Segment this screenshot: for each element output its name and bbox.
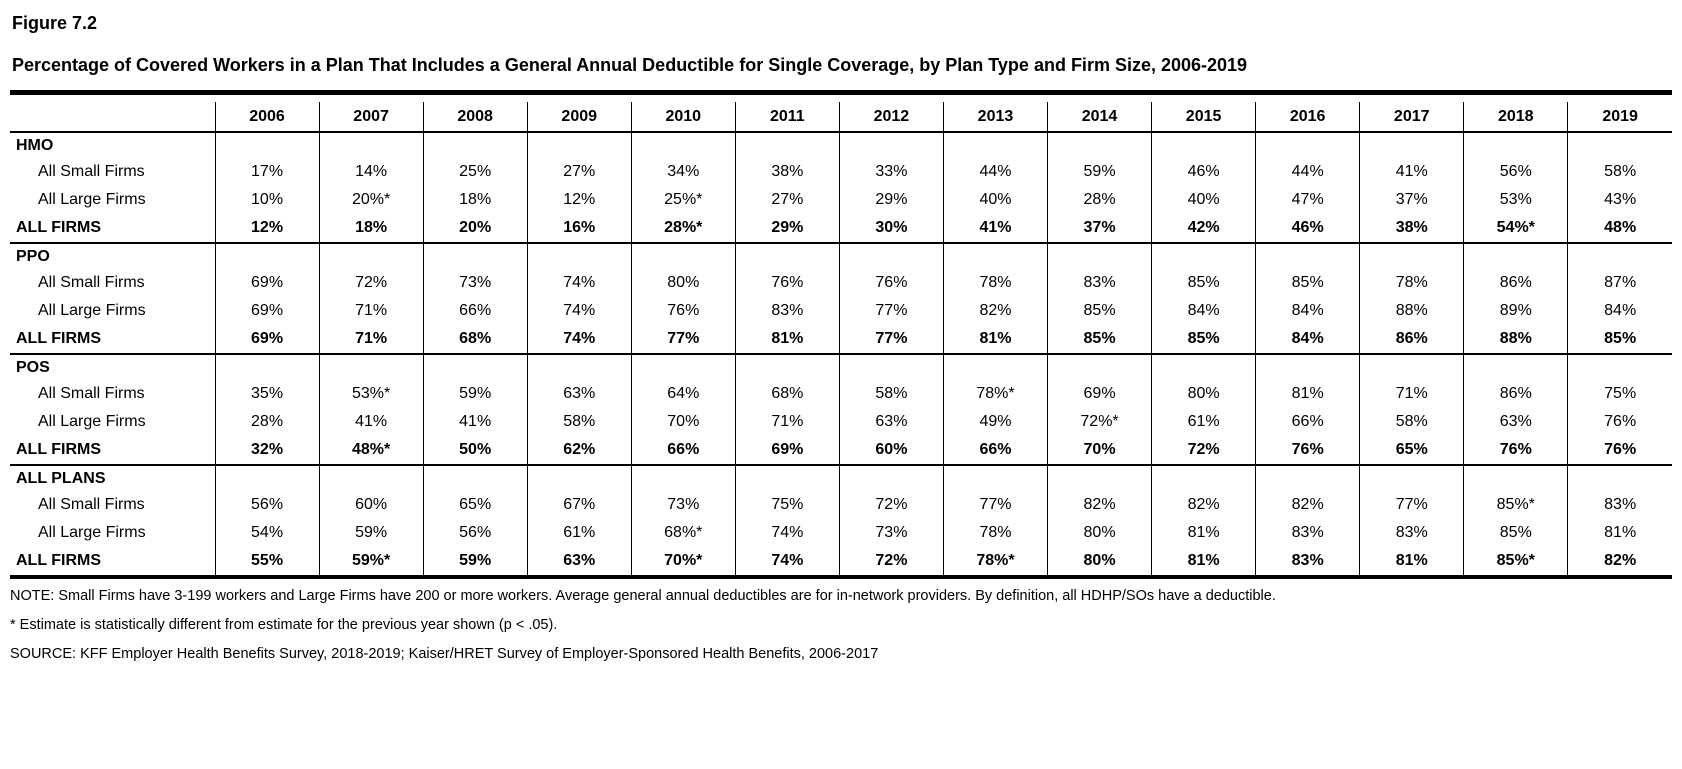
total-cell: 69%	[735, 436, 839, 465]
empty-cell	[215, 465, 319, 491]
total-row	[10, 325, 1672, 354]
total-cell: 84%	[1256, 325, 1360, 354]
total-cell: 81%	[735, 325, 839, 354]
total-cell: 65%	[1360, 436, 1464, 465]
data-cell: 72%	[839, 491, 943, 519]
section-label: HMO	[16, 136, 54, 154]
section-label: POS	[16, 358, 50, 376]
total-cell: 60%	[839, 436, 943, 465]
section-header-row	[10, 354, 1672, 380]
data-cell: 77%	[839, 297, 943, 325]
data-cell: 66%	[423, 297, 527, 325]
table-corner-header	[10, 102, 215, 132]
year-header: 2015	[1152, 102, 1256, 132]
empty-cell	[1256, 354, 1360, 380]
data-cell: 70%	[631, 408, 735, 436]
data-cell: 81%	[1152, 519, 1256, 547]
total-cell: 69%	[215, 325, 319, 354]
data-cell: 73%	[423, 269, 527, 297]
total-row	[10, 214, 1672, 243]
empty-cell	[839, 354, 943, 380]
data-cell: 41%	[319, 408, 423, 436]
empty-cell	[423, 243, 527, 269]
data-cell: 88%	[1360, 297, 1464, 325]
total-cell: 50%	[423, 436, 527, 465]
data-cell: 65%	[423, 491, 527, 519]
empty-cell	[839, 132, 943, 158]
data-cell: 77%	[1360, 491, 1464, 519]
empty-cell	[215, 354, 319, 380]
empty-cell	[943, 354, 1047, 380]
year-header: 2019	[1568, 102, 1672, 132]
total-cell: 37%	[1048, 214, 1152, 243]
data-cell: 75%	[735, 491, 839, 519]
total-cell: 76%	[1464, 436, 1568, 465]
data-cell: 74%	[527, 297, 631, 325]
data-cell: 28%	[215, 408, 319, 436]
data-cell: 10%	[215, 186, 319, 214]
section-header-row	[10, 132, 1672, 158]
total-cell: 76%	[1568, 436, 1672, 465]
data-cell: 61%	[527, 519, 631, 547]
total-label: ALL FIRMS	[10, 325, 215, 354]
data-cell: 59%	[319, 519, 423, 547]
total-label: ALL FIRMS	[10, 214, 215, 243]
empty-cell	[1152, 354, 1256, 380]
table-body	[10, 132, 1672, 577]
row-label: All Large Firms	[38, 191, 146, 208]
data-cell: 72%	[319, 269, 423, 297]
section-header-row	[10, 243, 1672, 269]
table-row	[10, 269, 1672, 297]
data-cell: 35%	[215, 380, 319, 408]
data-cell: 84%	[1152, 297, 1256, 325]
empty-cell	[1256, 132, 1360, 158]
data-cell: 29%	[839, 186, 943, 214]
data-cell: 25%	[423, 158, 527, 186]
data-cell: 60%	[319, 491, 423, 519]
empty-cell	[1256, 465, 1360, 491]
data-cell: 77%	[943, 491, 1047, 519]
total-cell: 70%	[1048, 436, 1152, 465]
data-cell: 41%	[423, 408, 527, 436]
data-cell: 76%	[735, 269, 839, 297]
data-cell: 81%	[1568, 519, 1672, 547]
empty-cell	[527, 243, 631, 269]
total-cell: 66%	[943, 436, 1047, 465]
data-cell: 84%	[1256, 297, 1360, 325]
empty-cell	[527, 132, 631, 158]
empty-cell	[1568, 132, 1672, 158]
total-cell: 41%	[943, 214, 1047, 243]
data-cell: 83%	[1568, 491, 1672, 519]
total-cell: 74%	[735, 547, 839, 577]
data-cell: 56%	[215, 491, 319, 519]
data-cell: 28%	[1048, 186, 1152, 214]
empty-cell	[319, 132, 423, 158]
empty-cell	[1568, 465, 1672, 491]
data-cell: 83%	[1048, 269, 1152, 297]
total-cell: 12%	[215, 214, 319, 243]
empty-cell	[1152, 465, 1256, 491]
data-cell: 17%	[215, 158, 319, 186]
empty-cell	[1464, 243, 1568, 269]
data-cell: 43%	[1568, 186, 1672, 214]
data-cell: 41%	[1360, 158, 1464, 186]
empty-cell	[631, 354, 735, 380]
data-cell: 86%	[1464, 380, 1568, 408]
total-cell: 88%	[1464, 325, 1568, 354]
total-cell: 42%	[1152, 214, 1256, 243]
total-cell: 85%	[1152, 325, 1256, 354]
data-cell: 27%	[527, 158, 631, 186]
data-cell: 82%	[1152, 491, 1256, 519]
year-header: 2016	[1256, 102, 1360, 132]
total-row	[10, 547, 1672, 577]
total-cell: 81%	[1152, 547, 1256, 577]
data-cell: 73%	[839, 519, 943, 547]
total-cell: 71%	[319, 325, 423, 354]
year-header: 2011	[735, 102, 839, 132]
data-cell: 38%	[735, 158, 839, 186]
table-row	[10, 186, 1672, 214]
data-cell: 83%	[735, 297, 839, 325]
data-cell: 69%	[215, 269, 319, 297]
empty-cell	[423, 465, 527, 491]
data-cell: 78%	[943, 519, 1047, 547]
data-cell: 71%	[319, 297, 423, 325]
table-row	[10, 380, 1672, 408]
data-cell: 84%	[1568, 297, 1672, 325]
total-cell: 81%	[943, 325, 1047, 354]
data-cell: 53%*	[319, 380, 423, 408]
total-cell: 62%	[527, 436, 631, 465]
year-header: 2012	[839, 102, 943, 132]
empty-cell	[1360, 354, 1464, 380]
data-cell: 20%*	[319, 186, 423, 214]
data-cell: 64%	[631, 380, 735, 408]
table-header-row	[10, 102, 1672, 132]
total-cell: 38%	[1360, 214, 1464, 243]
year-header: 2017	[1360, 102, 1464, 132]
empty-cell	[943, 243, 1047, 269]
empty-cell	[1152, 132, 1256, 158]
total-cell: 80%	[1048, 547, 1152, 577]
data-cell: 71%	[735, 408, 839, 436]
data-cell: 67%	[527, 491, 631, 519]
total-cell: 72%	[839, 547, 943, 577]
total-cell: 30%	[839, 214, 943, 243]
total-cell: 29%	[735, 214, 839, 243]
data-cell: 86%	[1464, 269, 1568, 297]
data-cell: 87%	[1568, 269, 1672, 297]
total-cell: 85%	[1048, 325, 1152, 354]
data-cell: 68%*	[631, 519, 735, 547]
data-cell: 85%	[1256, 269, 1360, 297]
total-cell: 48%*	[319, 436, 423, 465]
empty-cell	[1048, 465, 1152, 491]
empty-cell	[1360, 465, 1464, 491]
year-header: 2010	[631, 102, 735, 132]
data-cell: 85%	[1048, 297, 1152, 325]
empty-cell	[735, 354, 839, 380]
year-header: 2006	[215, 102, 319, 132]
row-label: All Small Firms	[38, 385, 145, 402]
row-label: All Small Firms	[38, 274, 145, 291]
data-cell: 68%	[735, 380, 839, 408]
data-cell: 76%	[839, 269, 943, 297]
total-cell: 66%	[631, 436, 735, 465]
total-cell: 28%*	[631, 214, 735, 243]
estimate-note-line: * Estimate is statistically different from estimate for the previous year shown (p < .05).	[10, 617, 558, 633]
data-cell: 56%	[423, 519, 527, 547]
empty-cell	[839, 465, 943, 491]
data-cell: 80%	[631, 269, 735, 297]
empty-cell	[319, 354, 423, 380]
empty-cell	[1568, 354, 1672, 380]
total-cell: 55%	[215, 547, 319, 577]
empty-cell	[1360, 132, 1464, 158]
total-cell: 83%	[1256, 547, 1360, 577]
data-cell: 82%	[1256, 491, 1360, 519]
row-label: All Small Firms	[38, 163, 145, 180]
data-cell: 54%	[215, 519, 319, 547]
total-cell: 76%	[1256, 436, 1360, 465]
data-cell: 69%	[215, 297, 319, 325]
year-header: 2014	[1048, 102, 1152, 132]
empty-cell	[1568, 243, 1672, 269]
data-cell: 58%	[839, 380, 943, 408]
data-cell: 78%*	[943, 380, 1047, 408]
deductible-table	[10, 102, 1672, 579]
total-cell: 85%	[1568, 325, 1672, 354]
data-cell: 63%	[527, 380, 631, 408]
section-label: PPO	[16, 247, 50, 265]
empty-cell	[1256, 243, 1360, 269]
data-cell: 44%	[1256, 158, 1360, 186]
figure-label: Figure 7.2	[12, 13, 98, 33]
empty-cell	[1152, 243, 1256, 269]
total-cell: 20%	[423, 214, 527, 243]
data-cell: 76%	[1568, 408, 1672, 436]
data-cell: 74%	[527, 269, 631, 297]
data-cell: 61%	[1152, 408, 1256, 436]
year-header: 2009	[527, 102, 631, 132]
total-cell: 72%	[1152, 436, 1256, 465]
total-cell: 32%	[215, 436, 319, 465]
data-cell: 83%	[1360, 519, 1464, 547]
data-cell: 56%	[1464, 158, 1568, 186]
total-cell: 85%*	[1464, 547, 1568, 577]
table-row	[10, 408, 1672, 436]
data-cell: 58%	[1568, 158, 1672, 186]
data-cell: 85%*	[1464, 491, 1568, 519]
total-cell: 81%	[1360, 547, 1464, 577]
empty-cell	[423, 132, 527, 158]
total-cell: 78%*	[943, 547, 1047, 577]
total-cell: 59%	[423, 547, 527, 577]
data-cell: 59%	[1048, 158, 1152, 186]
data-cell: 34%	[631, 158, 735, 186]
data-cell: 75%	[1568, 380, 1672, 408]
data-cell: 63%	[1464, 408, 1568, 436]
row-label: All Large Firms	[38, 302, 146, 319]
total-cell: 86%	[1360, 325, 1464, 354]
year-header: 2013	[943, 102, 1047, 132]
data-cell: 82%	[1048, 491, 1152, 519]
empty-cell	[1048, 354, 1152, 380]
data-cell: 85%	[1464, 519, 1568, 547]
data-cell: 49%	[943, 408, 1047, 436]
total-cell: 59%*	[319, 547, 423, 577]
data-cell: 14%	[319, 158, 423, 186]
data-cell: 58%	[1360, 408, 1464, 436]
data-cell: 78%	[943, 269, 1047, 297]
footnotes	[10, 588, 1672, 663]
empty-cell	[215, 243, 319, 269]
total-cell: 48%	[1568, 214, 1672, 243]
data-cell: 44%	[943, 158, 1047, 186]
empty-cell	[631, 132, 735, 158]
data-cell: 18%	[423, 186, 527, 214]
total-label: ALL FIRMS	[10, 436, 215, 465]
data-cell: 58%	[527, 408, 631, 436]
table-row	[10, 519, 1672, 547]
data-cell: 53%	[1464, 186, 1568, 214]
total-cell: 70%*	[631, 547, 735, 577]
empty-cell	[1464, 132, 1568, 158]
data-cell: 78%	[1360, 269, 1464, 297]
data-cell: 81%	[1256, 380, 1360, 408]
total-cell: 63%	[527, 547, 631, 577]
empty-cell	[839, 243, 943, 269]
data-cell: 66%	[1256, 408, 1360, 436]
empty-cell	[631, 243, 735, 269]
data-cell: 89%	[1464, 297, 1568, 325]
empty-cell	[215, 132, 319, 158]
table-row	[10, 158, 1672, 186]
total-cell: 77%	[839, 325, 943, 354]
total-label: ALL FIRMS	[10, 547, 215, 577]
empty-cell	[1360, 243, 1464, 269]
total-cell: 68%	[423, 325, 527, 354]
empty-cell	[423, 354, 527, 380]
empty-cell	[319, 465, 423, 491]
data-cell: 25%*	[631, 186, 735, 214]
empty-cell	[631, 465, 735, 491]
empty-cell	[1048, 243, 1152, 269]
data-cell: 69%	[1048, 380, 1152, 408]
data-cell: 74%	[735, 519, 839, 547]
total-cell: 16%	[527, 214, 631, 243]
total-cell: 46%	[1256, 214, 1360, 243]
section-header-row	[10, 465, 1672, 491]
empty-cell	[1048, 132, 1152, 158]
source-line: SOURCE: KFF Employer Health Benefits Survey, 2018-2019; Kaiser/HRET Survey of Employer-Sponsored Health Benefits, 2006-2017	[10, 646, 879, 662]
year-header: 2007	[319, 102, 423, 132]
data-cell: 72%*	[1048, 408, 1152, 436]
row-label: All Large Firms	[38, 524, 146, 541]
data-cell: 59%	[423, 380, 527, 408]
figure-title: Percentage of Covered Workers in a Plan That Includes a General Annual Deductible for Single Coverage, by Plan Type and Firm Size, 2006-2019	[12, 55, 1248, 75]
total-cell: 77%	[631, 325, 735, 354]
total-cell: 54%*	[1464, 214, 1568, 243]
table-row	[10, 297, 1672, 325]
empty-cell	[943, 465, 1047, 491]
total-row	[10, 436, 1672, 465]
data-cell: 40%	[943, 186, 1047, 214]
row-label: All Large Firms	[38, 413, 146, 430]
empty-cell	[527, 354, 631, 380]
data-cell: 85%	[1152, 269, 1256, 297]
total-cell: 74%	[527, 325, 631, 354]
data-cell: 63%	[839, 408, 943, 436]
data-cell: 40%	[1152, 186, 1256, 214]
data-cell: 47%	[1256, 186, 1360, 214]
data-cell: 83%	[1256, 519, 1360, 547]
data-cell: 33%	[839, 158, 943, 186]
total-cell: 82%	[1568, 547, 1672, 577]
empty-cell	[1464, 465, 1568, 491]
year-header: 2008	[423, 102, 527, 132]
empty-cell	[319, 243, 423, 269]
data-cell: 37%	[1360, 186, 1464, 214]
data-cell: 71%	[1360, 380, 1464, 408]
empty-cell	[943, 132, 1047, 158]
data-cell: 12%	[527, 186, 631, 214]
empty-cell	[735, 132, 839, 158]
section-label: ALL PLANS	[16, 469, 106, 487]
data-cell: 82%	[943, 297, 1047, 325]
title-divider	[10, 90, 1672, 95]
empty-cell	[1464, 354, 1568, 380]
data-cell: 80%	[1048, 519, 1152, 547]
year-header: 2018	[1464, 102, 1568, 132]
data-cell: 76%	[631, 297, 735, 325]
note-line: NOTE: Small Firms have 3-199 workers and Large Firms have 200 or more workers. Average general annual deductibles are for in-network providers. By definition, all HDHP/SOs have a deductible.	[10, 588, 1276, 604]
data-cell: 27%	[735, 186, 839, 214]
empty-cell	[735, 243, 839, 269]
empty-cell	[735, 465, 839, 491]
data-cell: 46%	[1152, 158, 1256, 186]
row-label: All Small Firms	[38, 496, 145, 513]
data-cell: 80%	[1152, 380, 1256, 408]
table-row	[10, 491, 1672, 519]
empty-cell	[527, 465, 631, 491]
total-cell: 18%	[319, 214, 423, 243]
data-cell: 73%	[631, 491, 735, 519]
